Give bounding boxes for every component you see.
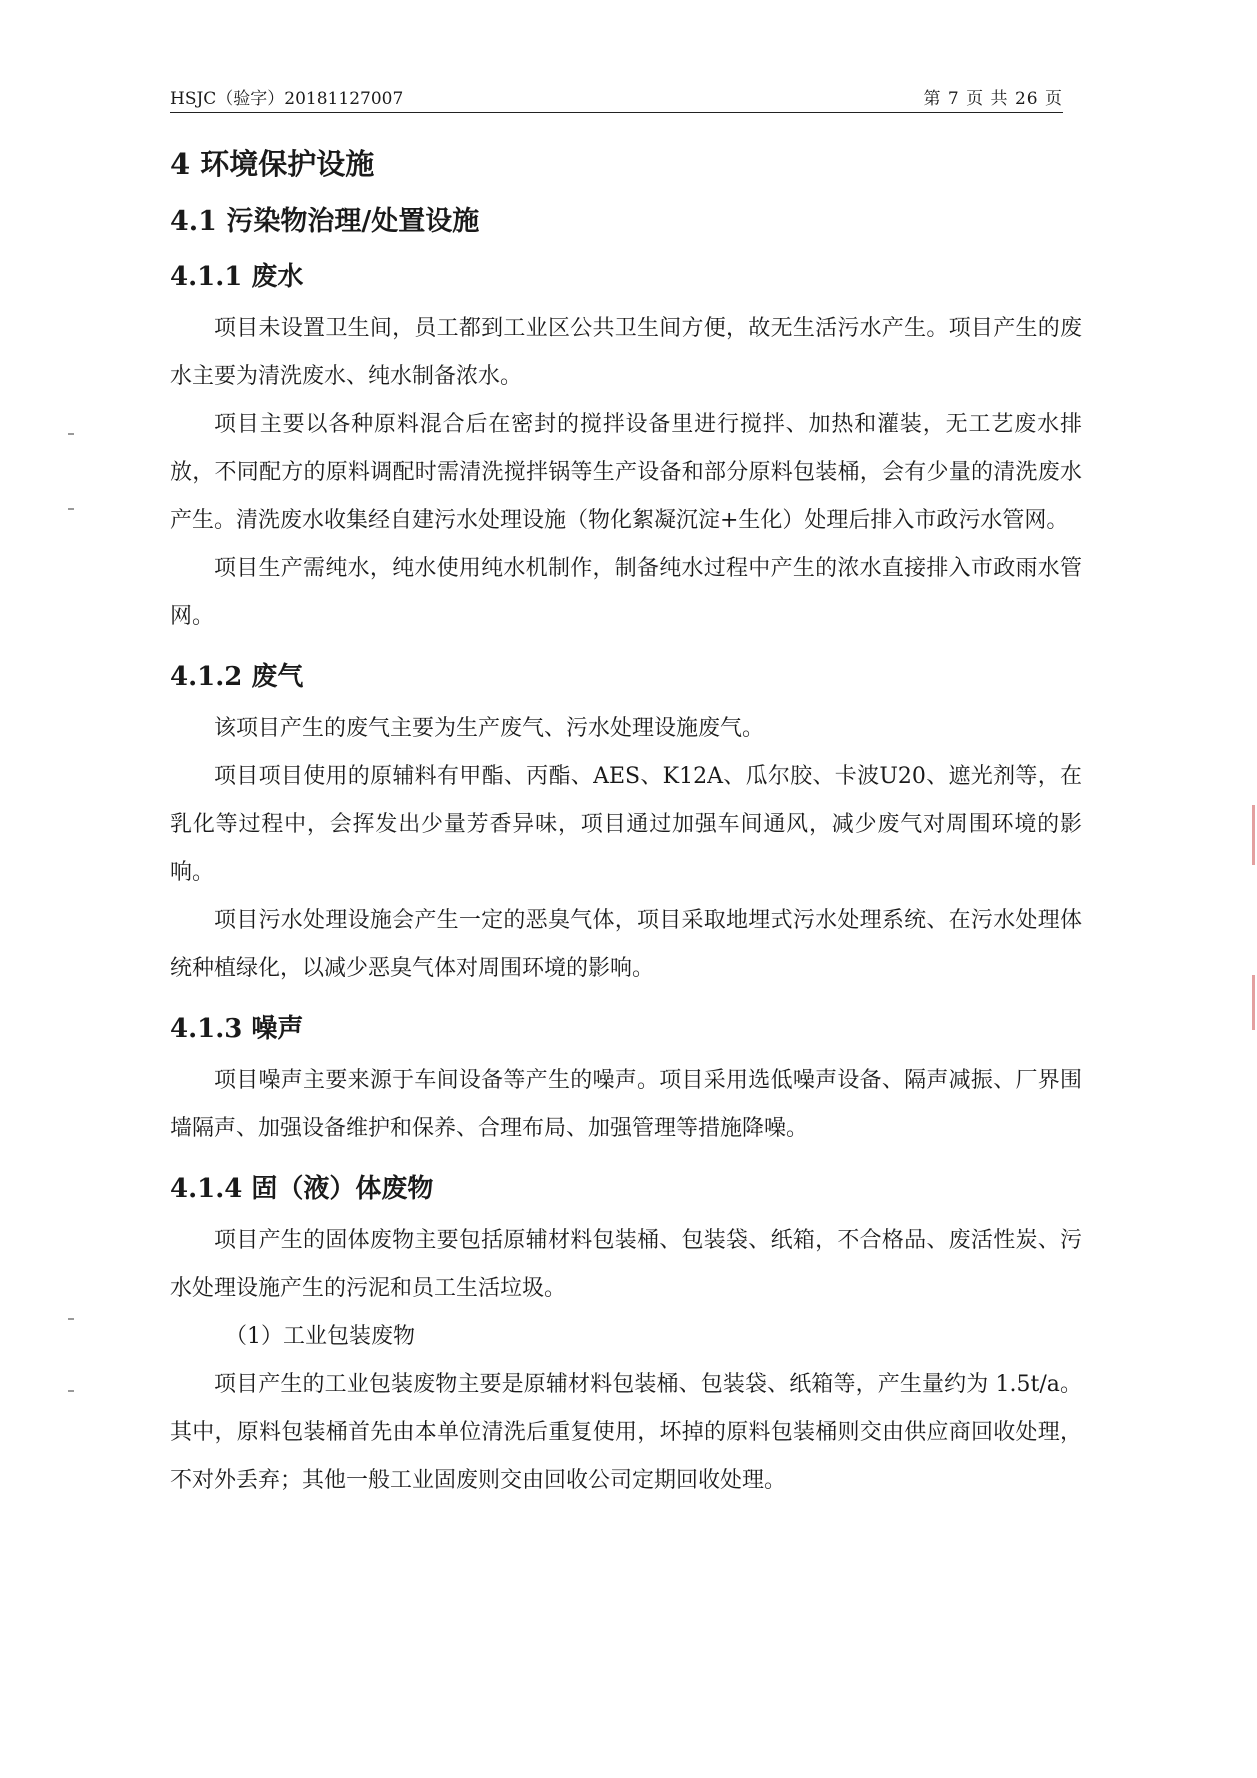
paragraph: 项目污水处理设施会产生一定的恶臭气体，项目采取地埋式污水处理系统、在污水处理体统种植绿化，以减少恶臭气体对周围环境的影响。	[170, 908, 1082, 981]
scan-mark	[68, 1390, 74, 1392]
document-number: HSJC（验字）20181127007	[170, 89, 404, 109]
section-title: 4 环境保护设施	[170, 147, 375, 181]
waste-gas-heading: 4.1.2 废气	[170, 662, 304, 692]
noise-heading: 4.1.3 噪声	[170, 1014, 304, 1044]
wastewater-heading: 4.1.1 废水	[170, 262, 304, 292]
scan-mark	[68, 433, 74, 435]
page-number: 第 7 页 共 26 页	[923, 89, 1063, 109]
edge-stamp-mark	[1252, 975, 1255, 1030]
document-body	[170, 140, 1082, 1505]
list-item-label: （1）工业包装废物	[225, 1324, 415, 1349]
paragraph: 该项目产生的废气主要为生产废气、污水处理设施废气。	[214, 716, 765, 741]
edge-stamp-mark	[1252, 805, 1255, 865]
paragraph: 项目未设置卫生间，员工都到工业区公共卫生间方便，故无生活污水产生。项目产生的废水主要为清洗废水、纯水制备浓水。	[170, 316, 1082, 389]
scan-mark	[68, 508, 74, 510]
subsection-title: 4.1 污染物治理/处置设施	[170, 206, 480, 237]
paragraph: 项目产生的固体废物主要包括原辅材料包装桶、包装袋、纸箱，不合格品、废活性炭、污水处理设施产生的污泥和员工生活垃圾。	[170, 1228, 1082, 1301]
paragraph: 项目噪声主要来源于车间设备等产生的噪声。项目采用选低噪声设备、隔声减振、厂界围墙隔声、加强设备维护和保养、合理布局、加强管理等措施降噪。	[170, 1068, 1082, 1141]
scan-mark	[68, 1318, 74, 1320]
paragraph: 项目产生的工业包装废物主要是原辅材料包装桶、包装袋、纸箱等，产生量约为 1.5t/a。其中，原料包装桶首先由本单位清洗后重复使用，坏掉的原料包装桶则交由供应商回收处理，不对外丢弃；其他一般工业固废则交由回收公司定期回收处理。	[170, 1372, 1082, 1493]
solid-waste-heading: 4.1.4 固（液）体废物	[170, 1174, 434, 1204]
paragraph: 项目生产需纯水，纯水使用纯水机制作，制备纯水过程中产生的浓水直接排入市政雨水管网。	[170, 556, 1082, 629]
page-header	[170, 88, 1063, 113]
paragraph: 项目项目使用的原辅料有甲酯、丙酯、AES、K12A、瓜尔胶、卡波U20、遮光剂等，在乳化等过程中，会挥发出少量芳香异味，项目通过加强车间通风，减少废气对周围环境的影响。	[170, 764, 1082, 885]
paragraph: 项目主要以各种原料混合后在密封的搅拌设备里进行搅拌、加热和灌装，无工艺废水排放，不同配方的原料调配时需清洗搅拌锅等生产设备和部分原料包装桶，会有少量的清洗废水产生。清洗废水收集经自建污水处理设施（物化絮凝沉淀+生化）处理后排入市政污水管网。	[170, 412, 1082, 533]
